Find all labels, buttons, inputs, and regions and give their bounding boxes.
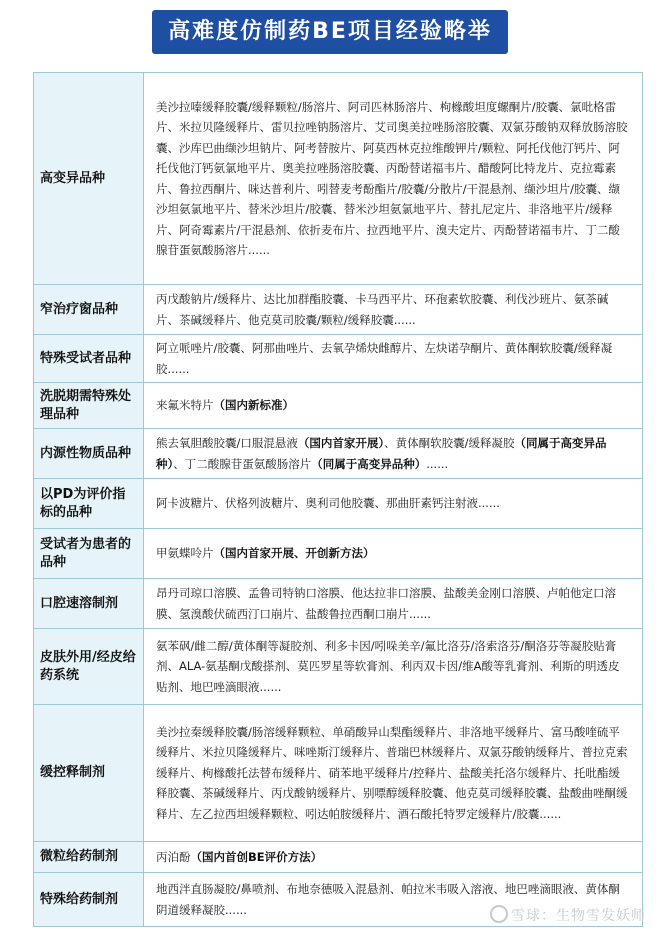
table-row xyxy=(33,285,643,335)
category-cell: 微粒给药制剂 xyxy=(33,842,144,872)
content-cell xyxy=(144,479,643,528)
table-row xyxy=(33,842,643,873)
category-cell: 内源性物质品种 xyxy=(33,429,144,478)
content-text: 阿卡波糖片、伏格列波糖片、奥利司他胶囊、那曲肝素钙注射液...... xyxy=(156,496,500,511)
content-text xyxy=(156,847,322,868)
content-text xyxy=(156,543,375,564)
content-cell xyxy=(144,842,643,872)
category-cell: 窄治疗窗品种 xyxy=(33,285,144,334)
content-cell xyxy=(144,383,643,428)
content-cell xyxy=(144,335,643,382)
note-bold: （国内新标准） xyxy=(213,398,294,413)
content-text: 氨苯砜/雌二醇/黄体酮等凝胶剂、利多卡因/吲哚美辛/氟比洛芬/洛索洛芬/酮洛芬等凝胶贴膏剂、ALA-氨基酮戊酸搽剂、莫匹罗星等软膏剂、利丙双卡因/维A酸等乳膏剂、利斯的明透皮贴剂、地巴唑滴眼液...... xyxy=(156,638,620,694)
note-bold: （同属于高变异品种） xyxy=(156,436,607,471)
content-cell xyxy=(144,579,643,628)
table-row xyxy=(33,529,643,579)
table-row xyxy=(33,705,643,842)
content-text: 丙戊酸钠片/缓释片、达比加群酯胶囊、卡马西平片、环孢素软胶囊、利伐沙班片、氨茶碱片、茶碱缓释片、他克莫司胶囊/颗粒/缓释胶囊...... xyxy=(156,292,609,327)
note-bold: （国内首创BE评价方法） xyxy=(190,849,323,864)
product-list: 来氟米特片 xyxy=(156,398,214,413)
category-cell: 口腔速溶制剂 xyxy=(33,579,144,628)
category-cell: 高变异品种 xyxy=(33,73,144,284)
content-cell xyxy=(144,629,643,704)
product-list: 丙泊酚 xyxy=(156,849,191,864)
content-text: 昂丹司琼口溶膜、孟鲁司特钠口溶膜、他达拉非口溶膜、盐酸美金刚口溶膜、卢帕他定口溶膜、氢溴酸伏硫西汀口崩片、盐酸鲁拉西酮口崩片...... xyxy=(156,586,616,621)
category-cell: 以PD为评价指标的品种 xyxy=(33,479,144,528)
content-cell xyxy=(144,73,643,284)
title-bar xyxy=(0,10,660,54)
watermark-text: 雪球：生物雪发妖师 xyxy=(511,908,646,924)
category-cell: 缓控释制剂 xyxy=(33,705,144,841)
page-title: 高难度仿制药BE项目经验略举 xyxy=(152,10,508,54)
note-bold: （国内首家开展、开创新方法） xyxy=(213,546,375,561)
category-cell: 特殊受试者品种 xyxy=(33,335,144,382)
table-row xyxy=(33,73,643,285)
content-text: 美沙拉嗪缓释胶囊/缓释颗粒/肠溶片、阿司匹林肠溶片、枸橼酸坦度螺酮片/胶囊、氯吡格雷片、米拉贝隆缓释片、雷贝拉唑钠肠溶片、艾司奥美拉唑肠溶胶囊、双氯芬酸钠双释放肠溶胶囊、沙库巴曲缬沙坦钠片、阿考替胺片、阿莫西林克拉维酸钾片/颗粒、阿托伐他汀钙片、阿托伐他汀钙氨氯地平片、奥美拉唑肠溶胶囊、丙酚替诺福韦片、醋酸阿比特龙片、克拉霉素片、鲁拉西酮片、咪达普利片、吲替麦考酚酯片/胶囊/分散片/干混悬剂、缬沙坦片/胶囊、缬沙坦氨氯地平片、替米沙坦片/胶囊、替米沙坦氨氯地平片、替扎尼定片、非洛地平片/缓释片、阿奇霉素片/干混悬剂、依折麦布片、拉西地平片、溴夫定片、丙酚替诺福韦片、丁二酸腺苷蛋氨酸肠溶片...... xyxy=(156,99,628,257)
content-cell xyxy=(144,529,643,578)
content-text: 地西泮直肠凝胶/鼻喷剂、布地奈德吸入混悬剂、帕拉米韦吸入溶液、地巴唑滴眼液、黄体酮阴道缓释凝胶...... xyxy=(156,882,620,917)
table-row xyxy=(33,429,643,479)
product-list: 甲氨蝶呤片 xyxy=(156,546,214,561)
note-bold: （同属于高变异品种） xyxy=(311,456,427,471)
product-list: ...... xyxy=(426,456,449,471)
project-table xyxy=(33,72,643,927)
content-cell xyxy=(144,285,643,334)
table-row xyxy=(33,579,643,629)
content-text xyxy=(156,433,630,474)
table-row xyxy=(33,479,643,529)
content-text xyxy=(156,395,294,416)
content-cell xyxy=(144,705,643,841)
category-cell: 皮肤外用/经皮给药系统 xyxy=(33,629,144,704)
category-cell: 受试者为患者的品种 xyxy=(33,529,144,578)
content-text: 阿立哌唑片/胶囊、阿那曲唑片、去氧孕烯炔雌醇片、左炔诺孕酮片、黄体酮软胶囊/缓释凝胶...... xyxy=(156,341,613,376)
snowball-icon xyxy=(490,905,508,923)
table-row xyxy=(33,383,643,429)
content-text: 美沙拉秦缓释胶囊/肠溶缓释颗粒、单硝酸异山梨酯缓释片、非洛地平缓释片、富马酸喹硫平缓释片、米拉贝隆缓释片、咪唑斯汀缓释片、普瑞巴林缓释片、双氯芬酸钠缓释片、普拉克索缓释片、枸橼酸托法替布缓释片、硝苯地平缓释片/控释片、盐酸美托洛尔缓释片、托吡酯缓释胶囊、茶碱缓释片、丙戊酸钠缓释片、别嘌醇缓释胶囊、他克莫司缓释胶囊、盐酸曲唑酮缓释片、左乙拉西坦缓释颗粒、吲达帕胺缓释片、酒石酸托特罗定缓释片/胶囊...... xyxy=(156,724,628,821)
product-list: 、黄体酮软胶囊/缓释凝胶 xyxy=(384,436,515,450)
category-cell: 特殊给药制剂 xyxy=(33,873,144,926)
table-row xyxy=(33,629,643,705)
product-list: 、丁二酸腺苷蛋氨酸肠溶片 xyxy=(173,456,312,471)
watermark xyxy=(490,905,646,925)
note-bold: （国内首家开展） xyxy=(297,436,385,450)
content-cell xyxy=(144,429,643,478)
table-row xyxy=(33,335,643,383)
product-list: 熊去氧胆酸胶囊/口服混悬液 xyxy=(156,436,298,450)
category-cell: 洗脱期需特殊处理品种 xyxy=(33,383,144,428)
